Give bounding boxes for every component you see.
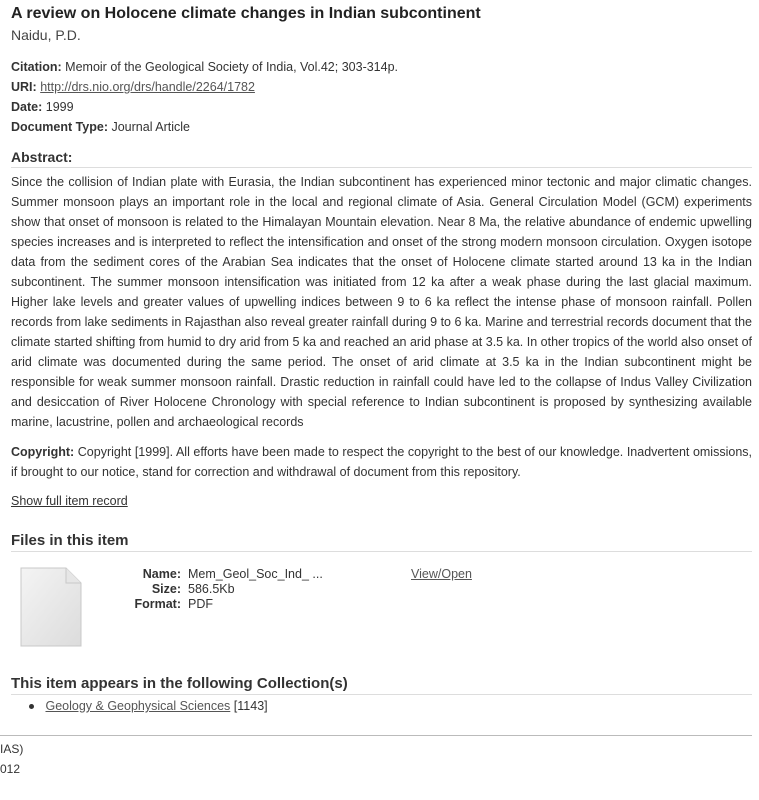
date-field: [11, 100, 74, 114]
item-author: Naidu, P.D.: [11, 27, 81, 43]
file-format-label: Format:: [134, 597, 181, 611]
abstract-heading: Abstract:: [11, 149, 752, 168]
file-size-value: 586.5Kb: [188, 582, 235, 596]
doctype-field: [11, 120, 190, 134]
file-name-label: Name:: [142, 567, 181, 581]
date-value: 1999: [45, 100, 74, 114]
view-open-link[interactable]: View/Open: [411, 567, 472, 581]
uri-link[interactable]: http://drs.nio.org/drs/handle/2264/1782: [40, 80, 255, 94]
collection-link[interactable]: Geology & Geophysical Sciences: [45, 699, 231, 713]
uri-field: [11, 80, 255, 94]
footer-line-1: IAS): [0, 742, 24, 756]
citation-label: Citation:: [11, 60, 62, 74]
uri-label: URI:: [11, 80, 37, 94]
file-name-value: Mem_Geol_Soc_Ind_ ...: [188, 567, 323, 581]
copyright-text: Copyright [1999]. All efforts have been made to respect the copyright to the best of our knowledge. Inadvertent omissions, if brought to our notice, stand for correction and withdrawal of document from this repository.: [11, 445, 752, 479]
item-title: A review on Holocene climate changes in Indian subcontinent: [11, 5, 481, 22]
collections-heading: This item appears in the following Collection(s): [11, 675, 752, 695]
doctype-value: Journal Article: [111, 120, 190, 134]
abstract-text: Since the collision of Indian plate with Eurasia, the Indian subcontinent has experienced minor tectonic and major climatic changes. Summer monsoon plays an important role in the local and regional climate of Asia. General Circulation Model (GCM) experiments show that onset of monsoon is related to the Himalayan Mountain elevation. Near 8 Ma, the relative abundance of endemic upwelling species increases and is interpreted to reflect the intensification and onset of the strong modern monsoon circulation. Oxygen isotope data from the sediment cores of the Arabian Sea indicates that the onset of Holocene climate started around 13 ka in the Indian subcontinent. The summer monsoon intensification was initiated from 12 ka after a weak phase during the last glacial maximum. Higher lake levels and greater values of upwelling indices between 9 to 6 ka reflect the intense phase of monsoon rainfall. Pollen records from lake sediments in Rajasthan also reveal greater rainfall during 9 to 6 ka. Marine and terrestrial records document that the climate started shifting from humid to dry arid from 5 ka and reached an arid phase at 3.5 ka. In other tropics of the world also onset of arid climate was documented during the same period. The onset of arid climate at 3.5 ka in the Indian subcontinent might be responsible for weak summer monsoon rainfall. Drastic reduction in rainfall could have led to the collapse of Indus Valley Civilization and desiccation of River Holocene Chronology with special reference to Indian subcontinent is proposed by synthesizing available marine, lacustrine, pollen and archaeological records: [11, 175, 752, 429]
citation-field: [11, 60, 398, 74]
copyright-block: [11, 442, 752, 482]
doctype-label: Document Type:: [11, 120, 108, 134]
footer-divider: [0, 735, 752, 736]
collection-count: [1143]: [233, 699, 268, 713]
bullet-icon: [29, 704, 34, 709]
files-heading: Files in this item: [11, 532, 752, 552]
show-full-record-link[interactable]: Show full item record: [11, 494, 128, 508]
file-size-label: Size:: [151, 582, 181, 596]
citation-value: Memoir of the Geological Society of India, Vol.42; 303-314p.: [65, 60, 399, 74]
collection-list-item: [29, 699, 268, 713]
copyright-label: Copyright:: [11, 445, 75, 459]
footer-line-2: 012: [0, 762, 21, 776]
date-label: Date:: [11, 100, 43, 114]
file-format-value: PDF: [188, 597, 213, 611]
